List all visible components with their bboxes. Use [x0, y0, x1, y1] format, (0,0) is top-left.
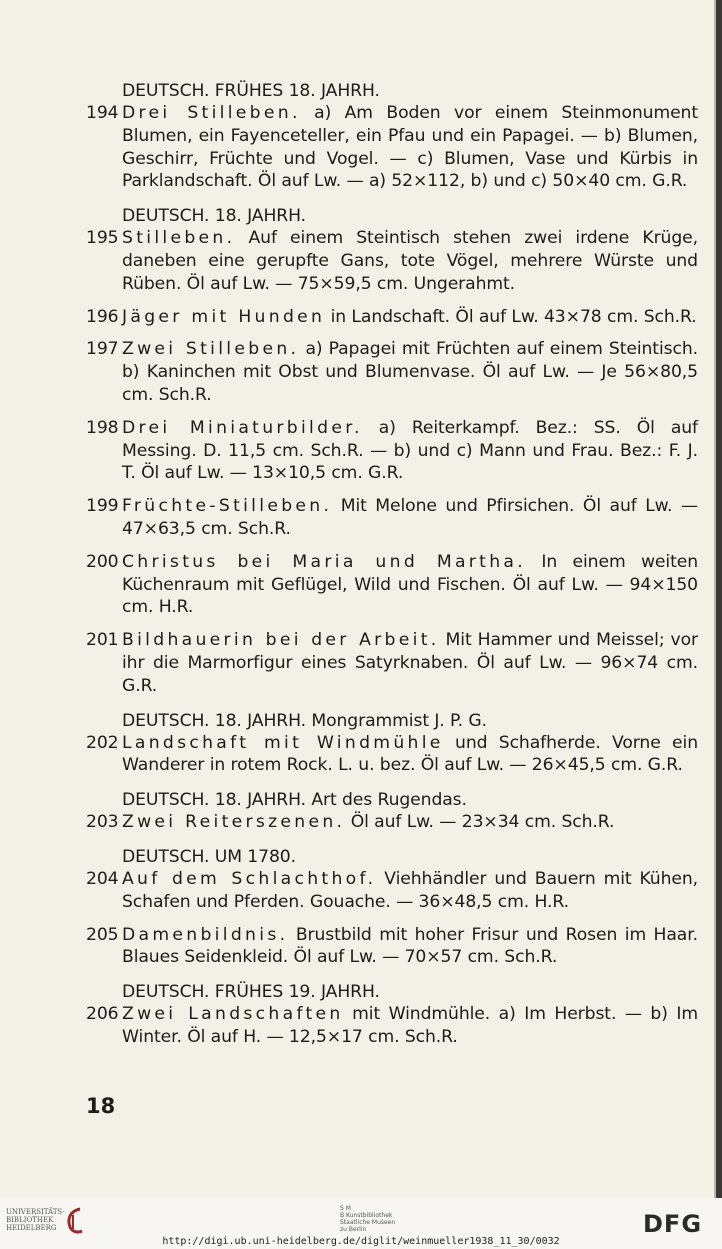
scan-edge-dark: [716, 0, 722, 1198]
entry-title: Früchte-Stilleben.: [122, 496, 333, 517]
entry-description: Öl auf Lw. — 23×34 cm. Sch.R.: [345, 812, 615, 833]
catalog-entry: [86, 924, 698, 970]
entry-description: a) Am Boden vor einem Steinmonument Blumen, ein Fayenceteller, ein Pfau und ein Papagei. — b) Blumen, Geschirr, Früchte und Vogel. — c) Blumen, Vase und Kürbis in Parklandschaft. Öl auf Lw. — a) 52×112, b) und c) 50×40 cm. G.R.: [122, 103, 698, 192]
entry-number: 195: [86, 228, 119, 249]
catalog-page-content: [86, 78, 698, 1059]
entry-title: Auf dem Schlachthof.: [122, 868, 377, 889]
entry-text: [122, 227, 698, 295]
entry-text: [122, 629, 698, 697]
entry-number: 203: [86, 812, 119, 833]
dfg-logo-text: DFG: [643, 1211, 703, 1235]
catalog-entry: [86, 227, 698, 295]
entry-description: Brustbild mit hoher Frisur und Rosen im Haar. Blaues Seidenkleid. Öl auf Lw. — 70×57 cm. Sch.R.: [122, 924, 698, 968]
section-heading: DEUTSCH. 18. JAHRH.: [122, 206, 307, 227]
entry-number: 199: [86, 496, 119, 517]
entry-description: in Landschaft. Öl auf Lw. 43×78 cm. Sch.R.: [325, 306, 697, 327]
entry-title: Jäger mit Hunden: [122, 306, 326, 327]
entry-text: [122, 732, 698, 778]
catalog-entry: [86, 868, 698, 914]
entry-number: 200: [86, 551, 119, 572]
smb-line: S M: [340, 1205, 351, 1212]
catalog-entry: [86, 338, 698, 406]
catalog-entry: [86, 811, 698, 834]
catalog-entry: [86, 732, 698, 778]
section-heading: DEUTSCH. 18. JAHRH. Art des Rugendas.: [122, 790, 467, 811]
entry-text: [122, 1003, 698, 1049]
entry-description: a) Reiterkampf. Bez.: SS. Öl auf Messing. D. 11,5 cm. Sch.R. — b) und c) Mann und Frau. Bez.: F. J. T. Öl auf Lw. — 13×10,5 cm. G.R.: [122, 417, 699, 484]
section-heading: DEUTSCH. FRÜHES 18. JAHRH.: [122, 81, 380, 101]
entry-title: Christus bei Maria und Martha.: [122, 551, 526, 572]
entry-text: [122, 306, 698, 329]
scan-edge-light: [714, 0, 716, 1198]
entry-description: Viehhändler und Bauern mit Kühen, Schafen und Pferden. Gouache. — 36×48,5 cm. H.R.: [122, 868, 699, 912]
entry-text: [122, 811, 698, 834]
library-name-line: BIBLIOTHEK: [6, 1216, 54, 1224]
entry-description: In einem weiten Küchenraum mit Geflügel, Wild und Fischen. Öl auf Lw. — 94×150 cm. H.R.: [122, 551, 698, 618]
section-heading: DEUTSCH. FRÜHES 19. JAHRH.: [122, 982, 380, 1003]
entry-text: [122, 417, 698, 485]
entry-description: a) Papagei mit Früchten auf einem Steintisch. b) Kaninchen mit Obst und Blumenvase. Öl auf Lw. — Je 56×80,5 cm. Sch.R.: [122, 339, 698, 405]
entry-description: Mit Melone und Pfirsichen. Öl auf Lw. — 47×63,5 cm. Sch.R.: [122, 496, 698, 539]
entry-description: und Schafherde. Vorne ein Wanderer in rotem Rock. L. u. bez. Öl auf Lw. — 26×45,5 cm. G.R.: [122, 732, 698, 776]
smb-kunstbibliothek-logo[interactable]: [340, 1205, 395, 1233]
catalog-entry: [86, 551, 698, 619]
university-library-logo-text[interactable]: [6, 1208, 65, 1232]
entry-title: Drei Stilleben.: [122, 103, 301, 123]
entry-title: Zwei Reiterszenen.: [122, 812, 346, 833]
entry-text: [122, 102, 698, 193]
entry-description: Mit Hammer und Meissel; vor ihr die Marmorfigur eines Satyrknaben. Öl auf Lw. — 96×74 cm. G.R.: [122, 630, 699, 696]
entry-number: 198: [86, 417, 119, 438]
catalog-entry: [86, 495, 698, 541]
entry-text: [122, 495, 698, 541]
catalog-entry: [86, 417, 698, 485]
library-name-line: UNIVERSITÄTS-: [6, 1208, 65, 1216]
entry-number: 196: [86, 306, 119, 327]
entry-title: Zwei Landschaften: [122, 1004, 344, 1025]
entry-number: 204: [86, 868, 119, 889]
entry-text: [122, 551, 698, 619]
section-heading: DEUTSCH. 18. JAHRH. Mongrammist J. P. G.: [122, 710, 487, 731]
catalog-entry: [86, 102, 698, 193]
entry-title: Stilleben.: [122, 228, 236, 249]
entry-title: Drei Miniaturbilder.: [122, 417, 363, 438]
entry-number: 205: [86, 924, 119, 945]
library-name-line: HEIDELBERG: [6, 1224, 57, 1232]
page-number: 18: [86, 1094, 116, 1118]
entry-text: [122, 924, 698, 970]
university-library-logo-icon[interactable]: [64, 1207, 86, 1239]
entry-title: Landschaft mit Windmühle: [122, 732, 444, 753]
entry-number: 202: [86, 732, 119, 753]
entry-description: Auf einem Steintisch stehen zwei irdene Krüge, daneben eine gerupfte Gans, tote Vögel, mehrere Würste und Rüben. Öl auf Lw. — 75×59,5 cm. Ungerahmt.: [122, 228, 698, 294]
entry-title: Bildhauerin bei der Arbeit.: [122, 630, 440, 651]
entry-text: [122, 868, 698, 914]
smb-line: B Kunstbibliothek: [340, 1212, 393, 1219]
catalog-entry: [86, 1003, 698, 1049]
section-heading: DEUTSCH. UM 1780.: [122, 846, 297, 867]
entry-number: 197: [86, 339, 119, 360]
entry-number: 201: [86, 630, 119, 651]
permalink-url[interactable]: http://digi.ub.uni-heidelberg.de/diglit/weinmueller1938_11_30/0032: [162, 1236, 560, 1247]
catalog-entry: [86, 629, 698, 697]
smb-line: zu Berlin: [340, 1226, 367, 1233]
entry-description: mit Windmühle. a) Im Herbst. — b) Im Winter. Öl auf H. — 12,5×17 cm. Sch.R.: [122, 1004, 698, 1047]
dfg-logo[interactable]: [643, 1211, 713, 1239]
entry-number: 206: [86, 1004, 119, 1025]
catalog-entry: [86, 306, 698, 329]
entry-text: [122, 338, 698, 406]
entry-number: 194: [86, 103, 119, 123]
entry-title: Damenbildnis.: [122, 924, 289, 945]
entry-title: Zwei Stilleben.: [122, 339, 300, 360]
smb-line: Staatliche Museen: [340, 1219, 396, 1226]
